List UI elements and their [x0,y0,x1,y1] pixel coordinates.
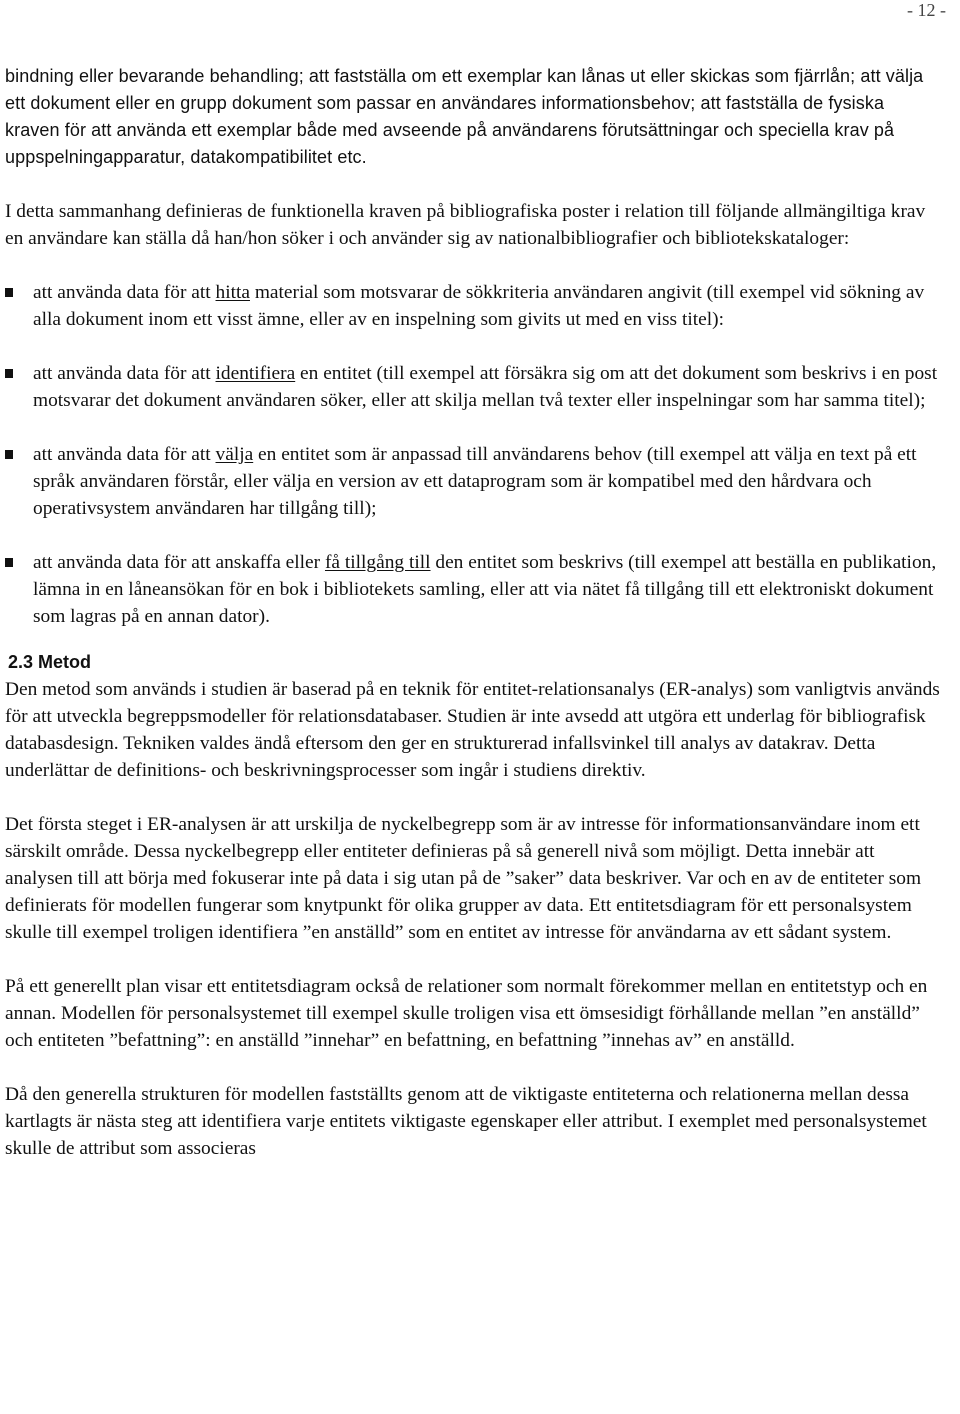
section-paragraph: Den metod som används i studien är baserad på en teknik för entitet-relationsanalys (ER-analys) som vanligtvis används för att utveckla begreppsmodeller för relationsdatabaser. Studien är inte avsedd att utgöra ett underlag för bibliografisk databasdesign. Tekniken valdes ändå eftersom den ger en strukturerad infallsvinkel till analys av datakrav. Detta underlättar de definitions- och beskrivningsprocesser som ingår i studiens direktiv. [5,679,940,781]
bullet-text-before: att använda data för att [33,363,216,384]
list-item [5,360,940,414]
section-heading: 2.3 Metod [8,652,92,672]
bullet-text-after: en entitet som är anpassad till användarens behov (till exempel att välja en text på ett språk användaren förstår, eller välja en version av ett dataprogram som är kompatibel med den hårdvara och operativsystem användaren har tillgång till); [33,444,917,519]
section-paragraph: Det första steget i ER-analysen är att urskilja de nyckelbegrepp som är av intresse för informationsanvändare inom ett särskilt område. Dessa nyckelbegrepp eller entiteter definieras på så generell nivå som möjligt. Detta innebär att analysen till att börja med fokuserar inte på data i sig utan på de ”saker” data beskriver. Var och en av de entiteter som definierats för modellen fungerar som knytpunkt för olika grupper av data. Ett entitetsdiagram för ett personalsystem skulle till exempel troligen identifiera ”en anställd” som en entitet av intresse för användarna av ett sådant system. [5,814,922,943]
bullet-text-before: att använda data för att [33,282,216,303]
bullet-text-after: den entitet som beskrivs (till exempel att beställa en publikation, lämna in en låneansökan för en bok i bibliotekets samling, eller att via nätet få tillgång till ett elektroniskt dokument som lagras på en annan dator). [33,552,937,627]
bullet-text-after: material som motsvarar de sökkriteria användaren angivit (till exempel vid sökning av alla dokument inom ett visst ämne, eller av en inspelning som givits ut med en viss titel): [33,282,925,330]
list-item [5,549,940,630]
bullet-text-before: att använda data för att [33,444,216,465]
intro-paragraph: bindning eller bevarande behandling; att fastställa om ett exemplar kan lånas ut eller skickas som fjärrlån; att välja ett dokument eller en grupp dokument som passar en användares informationsbehov; att fastställa de fysiska kraven för att använda ett exemplar både med avseende på användarens förutsättningar och speciella krav på uppspelningapparatur, datakompatibilitet etc. [5,66,924,167]
bullet-text-before: att använda data för att anskaffa eller [33,552,325,573]
bullet-keyword: hitta [215,282,250,303]
square-bullet-icon [5,369,13,378]
square-bullet-icon [5,558,13,567]
square-bullet-icon [5,288,13,297]
list-item [5,279,940,333]
bullet-keyword: välja [215,444,254,465]
section-paragraph: Då den generella strukturen för modellen fastställts genom att de viktigaste entiteterna och relationerna mellan dessa kartlagts är nästa steg att identifiera varje entitets viktigaste egenskaper eller attribut. I exemplet med personalsystemet skulle de attribut som associeras [5,1084,927,1159]
section-paragraph: På ett generellt plan visar ett entitetsdiagram också de relationer som normalt förekommer mellan en entitetstyp och en annan. Modellen för personalsystemet till exempel skulle troligen visa ett ömsesidigt förhållande mellan ”en anställd” och entiteten ”befattning”: en anställd ”innehar” en befattning, en befattning ”innehas av” en anställd. [5,976,928,1051]
page-number: - 12 - [907,0,946,20]
bullet-keyword: få tillgång till [324,552,431,573]
square-bullet-icon [5,450,13,459]
bullet-keyword: identifiera [215,363,296,384]
document-body [5,63,940,1162]
context-paragraph: I detta sammanhang definieras de funktionella kraven på bibliografiska poster i relation till följande allmängiltiga krav en användare kan ställa då han/hon söker i och använder sig av nationalbibliografier och bibliotekskataloger: [5,201,926,249]
list-item [5,441,940,522]
bullet-text-after: en entitet (till exempel att försäkra sig om att det dokument som beskrivs i en post motsvarar det dokument användaren söker, eller att skilja mellan två texter eller inspelningar som har samma titel); [33,363,938,411]
requirements-list [5,279,940,630]
